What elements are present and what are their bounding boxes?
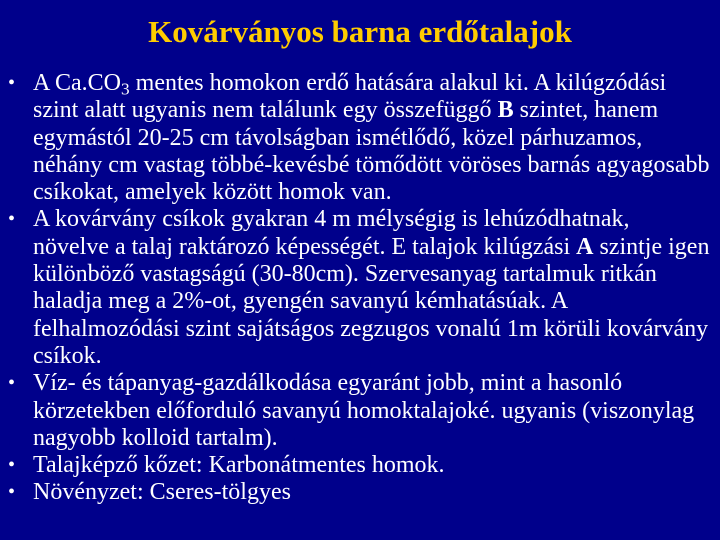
text-segment: A Ca.CO <box>33 70 122 96</box>
bullet-list <box>0 70 720 507</box>
bullet-item <box>0 452 720 479</box>
text-segment: szintet, hanem egymástól 20-25 cm távolságban ismétlődő, közel párhuzamos, néhány cm vastag többé-kevésbé tömődött vöröses barnás agyagosabb csíkokat, amelyek között homok van. <box>33 97 710 206</box>
bullet-item <box>0 206 720 370</box>
bullet-dot-icon: • <box>8 208 16 231</box>
subscript-text: 3 <box>121 79 130 99</box>
text-segment: mentes homokon erdő hatására alakul ki. A kilúgzódási szint alatt ugyanis nem találunk egy összefüggő <box>33 70 667 124</box>
bullet-text: Víz- és tápanyag-gazdálkodása egyaránt jobb, mint a hasonló körzetekben előforduló savanyú homoktalajoké. ugyanis (viszonylag nagyobb kolloid tartalm). <box>33 370 695 451</box>
bullet-dot-icon: • <box>8 481 16 504</box>
bullet-text: Növényzet: Cseres-tölgyes <box>33 479 291 506</box>
bold-text: A <box>576 233 594 260</box>
bullet-dot-icon: • <box>8 454 16 477</box>
text-segment: A kovárvány csíkok gyakran 4 m mélységig is lehúzódhatnak, növelve a talaj raktározó képességét. E talajok kilúgzási <box>33 206 630 260</box>
bullet-item <box>0 370 720 452</box>
bullet-dot-icon: • <box>8 72 16 94</box>
slide-title: Kovárványos barna erdőtalajok <box>148 14 572 49</box>
bullet-item <box>0 479 720 506</box>
bold-text: B <box>497 97 514 124</box>
bullet-dot-icon: • <box>8 372 16 395</box>
bullet-text <box>33 70 709 205</box>
text-segment: szintje igen különböző vastagságú (30-80cm). Szervesanyag tartalmuk ritkán haladja meg a 2%-ot, gyengén savanyú kémhatásúak. A felhalmozódási szint sajátságos zegzugos vonalú 1m körüli kovárvány csíkok. <box>33 233 710 369</box>
bullet-text <box>33 206 709 368</box>
bullet-text: Talajképző kőzet: Karbonátmentes homok. <box>33 452 445 479</box>
bullet-item <box>0 70 720 206</box>
